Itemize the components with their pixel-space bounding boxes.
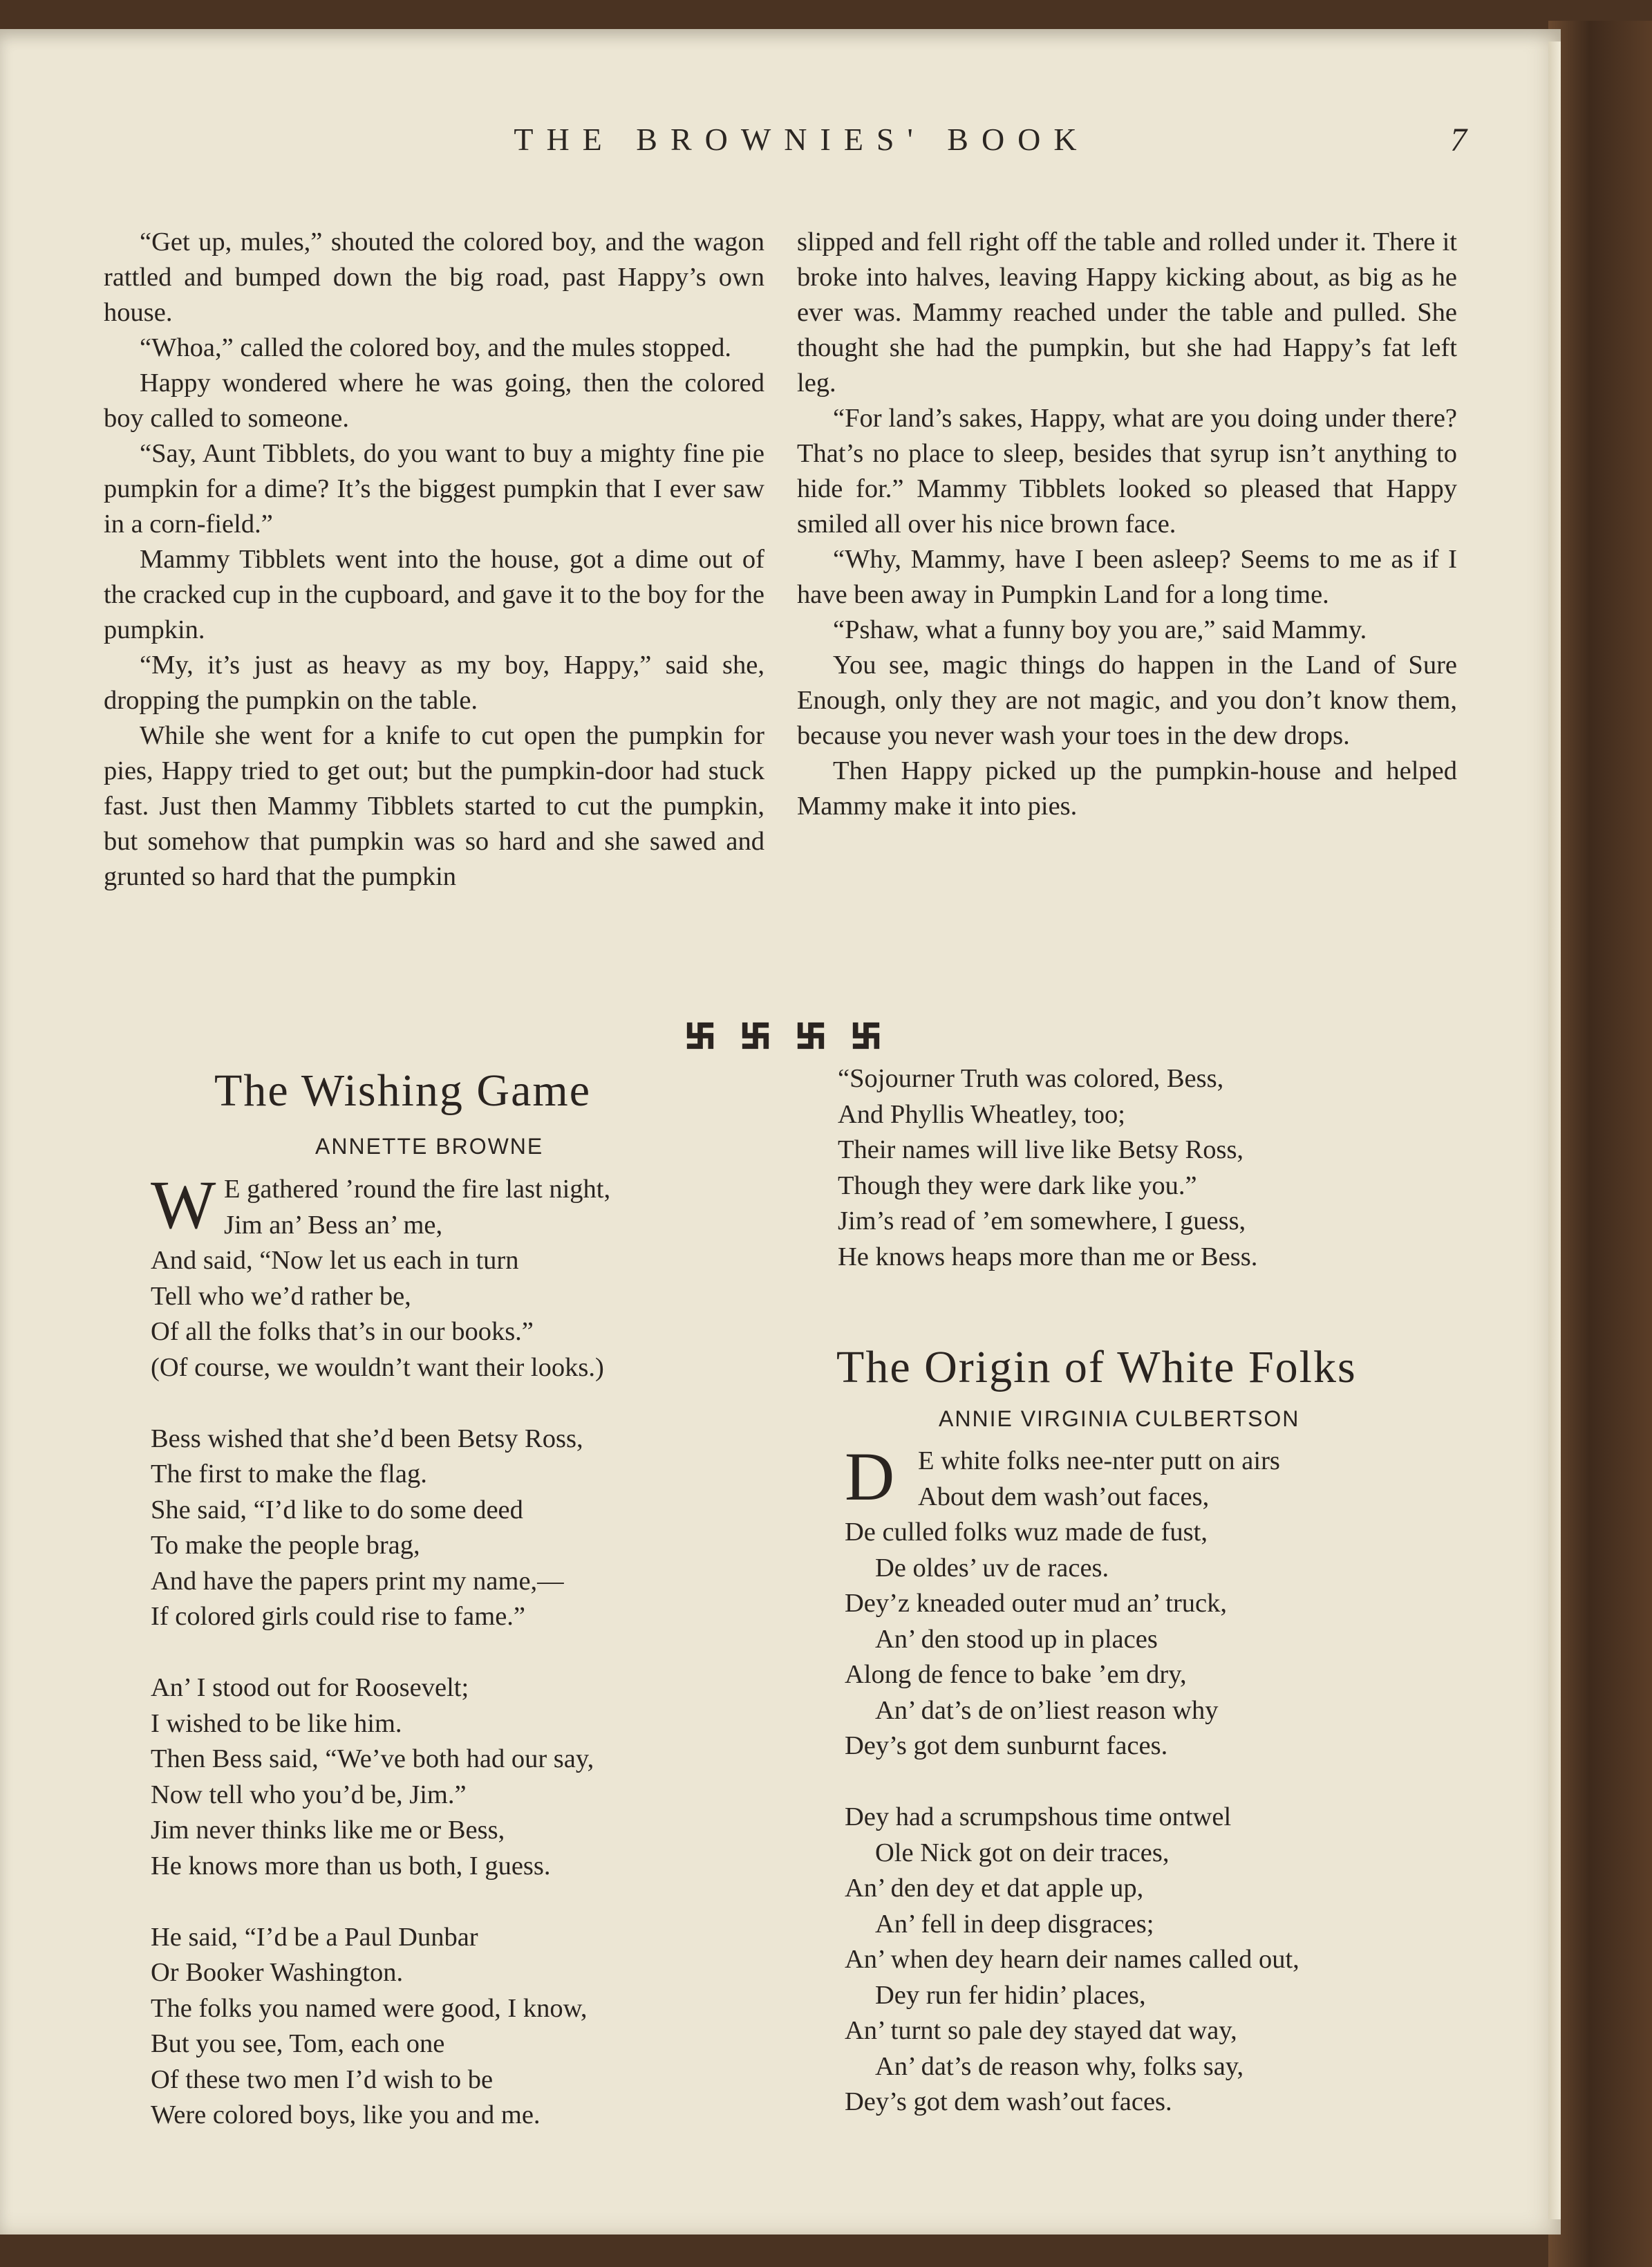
dropcap-block [845, 1438, 1467, 1515]
poem-line: An’ fell in deep disgraces; [875, 1909, 1154, 1939]
paragraph: Mammy Tibblets went into the house, got a dime out of the cracked cup in the cupboard, and gave it to the boy for the pumpkin. [104, 545, 764, 644]
ornament-icon [850, 1020, 882, 1052]
poem-line: “Sojourner Truth was colored, Bess, [838, 1064, 1224, 1093]
poem-author: ANNETTE BROWNE [315, 1134, 544, 1159]
poem-line: The first to make the flag. [151, 1459, 427, 1489]
paragraph: “Pshaw, what a funny boy you are,” said Mammy. [833, 615, 1367, 644]
paragraph: “Why, Mammy, have I been asleep? Seems to me as if I have been away in Pumpkin Land for a long time. [797, 545, 1457, 609]
poem-line: She said, “I’d like to do some deed [151, 1495, 523, 1524]
poem-line: But you see, Tom, each one [151, 2029, 445, 2058]
poem-line: And said, “Now let us each in turn [151, 1246, 519, 1275]
poem-line: He knows heaps more than me or Bess. [838, 1242, 1258, 1271]
poem-line: Jim an’ Bess an’ me, [224, 1210, 443, 1240]
poem-line: E gathered ’round the fire last night, [224, 1175, 611, 1204]
dropcap-block [151, 1166, 759, 1243]
poem-line: An’ dat’s de on’liest reason why [875, 1695, 1219, 1725]
poem-line: E white folks nee-nter putt on airs [918, 1446, 1280, 1475]
poem-line: About dem wash’out faces, [918, 1482, 1210, 1511]
poem-line: (Of course, we wouldn’t want their looks.) [151, 1352, 604, 1382]
poem-line: An’ I stood out for Roosevelt; [151, 1673, 469, 1702]
paragraph: “Get up, mules,” shouted the colored boy, and the wagon rattled and bumped down the big road, past Happy’s own house. [104, 227, 764, 327]
ornament-icon [740, 1020, 771, 1052]
poem-wishing-game [151, 1166, 759, 2134]
poem-line: Dey’s got dem wash’out faces. [845, 2087, 1172, 2116]
poem-line: An’ den dey et dat apple up, [845, 1874, 1144, 1903]
poem-title: The Origin of White Folks [836, 1342, 1357, 1392]
poem-line: Jim never thinks like me or Bess, [151, 1816, 505, 1845]
page-edge [1548, 41, 1561, 2219]
poem-line: And Phyllis Wheatley, too; [838, 1099, 1125, 1129]
poem-line: Dey run fer hidin’ places, [875, 1980, 1146, 2010]
dropcap: D [845, 1438, 895, 1515]
poem-title: The Wishing Game [214, 1065, 592, 1116]
paragraph: Then Happy picked up the pumpkin-house and helped Mammy make it into pies. [797, 756, 1457, 821]
poem-line: He knows more than us both, I guess. [151, 1851, 551, 1881]
page-number: 7 [1450, 122, 1467, 158]
poem-line: If colored girls could rise to fame.” [151, 1602, 526, 1631]
poem-line: An’ turnt so pale dey stayed dat way, [845, 2016, 1237, 2045]
poem-line: Then Bess said, “We’ve both had our say, [151, 1744, 594, 1773]
poem-origin-white-folks [845, 1438, 1467, 2120]
poem-author: ANNIE VIRGINIA CULBERTSON [939, 1406, 1300, 1431]
poem-line: Along de fence to bake ’em dry, [845, 1660, 1187, 1689]
poem-line: Bess wished that she’d been Betsy Ross, [151, 1424, 583, 1453]
poem-line: The folks you named were good, I know, [151, 1993, 588, 2023]
ornament-icon [795, 1020, 827, 1052]
poem-line: Or Booker Washington. [151, 1958, 404, 1987]
prose-column-right [797, 225, 1457, 824]
poem-line: Jim’s read of ’em somewhere, I guess, [838, 1206, 1246, 1235]
poem-line: Dey’s got dem sunburnt faces. [845, 1731, 1168, 1760]
poem-line: An’ dat’s de reason why, folks say, [875, 2051, 1244, 2081]
paragraph: Happy wondered where he was going, then the colored boy called to someone. [104, 368, 764, 433]
poem-wishing-game-continued [838, 1061, 1460, 1275]
book-cover-edge [1548, 21, 1652, 2267]
poem-line: An’ when dey hearn deir names called out, [845, 1945, 1299, 1974]
dropcap: W [151, 1166, 216, 1243]
poem-line: Their names will live like Betsy Ross, [838, 1135, 1244, 1164]
poem-line: Now tell who you’d be, Jim.” [151, 1780, 467, 1809]
poem-line: He said, “I’d be a Paul Dunbar [151, 1922, 478, 1952]
paragraph: You see, magic things do happen in the Land of Sure Enough, only they are not magic, and you don’t know them, because you never wash your toes in the dew drops. [797, 651, 1457, 750]
poem-line: Tell who we’d rather be, [151, 1281, 411, 1311]
poem-line: I wished to be like him. [151, 1708, 402, 1738]
paragraph: While she went for a knife to cut open the pumpkin for pies, Happy tried to get out; but the pumpkin-door had stuck fast. Just then Mammy Tibblets started to cut the pumpkin, but somehow that pumpkin was so hard and she sawed and grunted so hard that the pumpkin [104, 721, 764, 891]
paragraph: “My, it’s just as heavy as my boy, Happy,” said she, dropping the pumpkin on the table. [104, 651, 764, 715]
poem-line: Though they were dark like you.” [838, 1170, 1197, 1200]
paragraph: “Say, Aunt Tibblets, do you want to buy a mighty fine pie pumpkin for a dime? It’s the biggest pumpkin that I ever saw in a corn-field.” [104, 439, 764, 539]
poem-line: To make the people brag, [151, 1531, 420, 1560]
paragraph: “For land’s sakes, Happy, what are you doing under there? That’s no place to sleep, besides that syrup isn’t anything to hide for.” Mammy Tibblets looked so pleased that Happy smiled all over his nice brown face. [797, 404, 1457, 539]
poem-line: De oldes’ uv de races. [875, 1553, 1109, 1583]
poem-line: Of these two men I’d wish to be [151, 2064, 494, 2094]
section-ornaments [684, 1015, 892, 1056]
poem-line: Dey’z kneaded outer mud an’ truck, [845, 1589, 1228, 1618]
ornament-icon [684, 1020, 716, 1052]
poem-line: De culled folks wuz made de fust, [845, 1518, 1208, 1547]
running-head: THE BROWNIES' BOOK [514, 122, 1090, 157]
poem-line: Were colored boys, like you and me. [151, 2100, 541, 2129]
poem-line: Dey had a scrumpshous time ontwel [845, 1802, 1232, 1831]
prose-column-left [104, 225, 764, 895]
paragraph: slipped and fell right off the table and rolled under it. There it broke into halves, leaving Happy kicking about, as big as he ever was. Mammy reached under the table and pulled. She thought she had the pumpkin, but she had Happy’s fat left leg. [797, 227, 1457, 398]
poem-line: An’ den stood up in places [875, 1624, 1158, 1654]
poem-line: And have the papers print my name,— [151, 1566, 564, 1596]
paragraph: “Whoa,” called the colored boy, and the mules stopped. [140, 333, 731, 362]
poem-line: Of all the folks that’s in our books.” [151, 1317, 534, 1346]
poem-line: Ole Nick got on deir traces, [875, 1838, 1170, 1867]
